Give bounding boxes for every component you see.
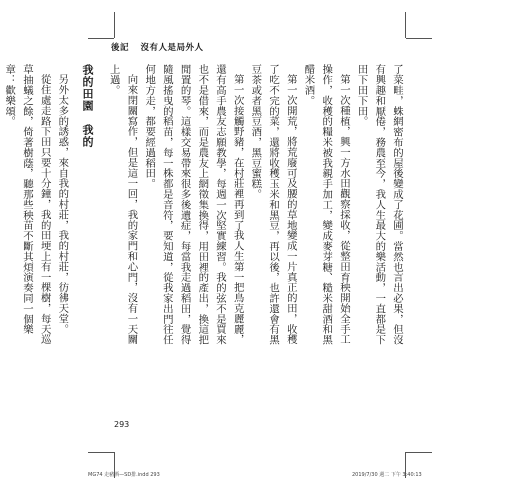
section-heading-part: 我的田園 <box>81 64 95 112</box>
running-header <box>111 41 204 53</box>
section-heading-part: 我的 <box>81 124 95 148</box>
paragraph: 第一次開荒，將荒廢可及腰的草地變成一片真正的田，收穫了吃不完的菜，還將收穫玉米和黑豆，再以後，也許還會有黑豆茶或者黑豆酒，黑豆蜜糕。 <box>249 64 297 345</box>
chapter-label: 後記 <box>111 43 130 53</box>
paragraph: 第一次種植，興一方水田觀察採收，從整田育秧開始全手工操作，收穫的糧米被我親手加工，變成麥芽糖、糙米甜酒和黑醋米酒。 <box>302 64 350 345</box>
paragraph: 從住處走路下田只要十分鐘，我的田埂上有一棵樹，每天巡草抽蟻之餘，倚著樹蔭，聽那些秧苗不斷其煩演奏同一個樂章：歡樂頌。 <box>3 64 51 345</box>
crop-mark <box>406 452 432 453</box>
print-slug-date: 2019/7/30 週二 下午 3:40:13 <box>352 472 422 478</box>
crop-mark <box>88 452 114 453</box>
paragraph: 了菜畦，蛛網密布的屋後變成了花圃。當然也言出必果，但沒有興趣和厭倦，務農至今，我人生最大的樂活動，一直都是下田下田下田。 <box>355 64 403 345</box>
crop-mark <box>406 38 432 39</box>
section-heading <box>78 64 96 346</box>
paragraph: 向來閉關寫作，但是這一回，我的家門和心門，沒有一天關上過。 <box>107 64 138 345</box>
vertical-text-body <box>3 64 405 346</box>
paragraph: 另外太多的誘惑，來自我的村莊，我的村莊，彷彿天堂。 <box>56 74 69 335</box>
page-number: 293 <box>114 420 130 429</box>
crop-mark <box>114 12 115 38</box>
print-slug-file: MG74 走豬酒—SD排.indd 293 <box>88 472 160 478</box>
crop-mark <box>88 38 114 39</box>
book-title: 沒有人是局外人 <box>140 43 204 53</box>
paragraph: 第一次接觸野豬，在村莊裡再到了我人生第一把鳥克麗麗，還有高手農友志願教學，每週一次堅實練習。我的弦不是買來也不是借來，而是農友上網徵集換得，用田裡的產出，換這把閒置的琴。這樣交易帶來很多後遺症，每當我走過稻田，覺得隨風搖曳的稻苗，每一株都是音符，要知道，從我家出門往任何地方走，都要經過稻田。 <box>143 64 244 345</box>
crop-mark <box>405 12 406 38</box>
